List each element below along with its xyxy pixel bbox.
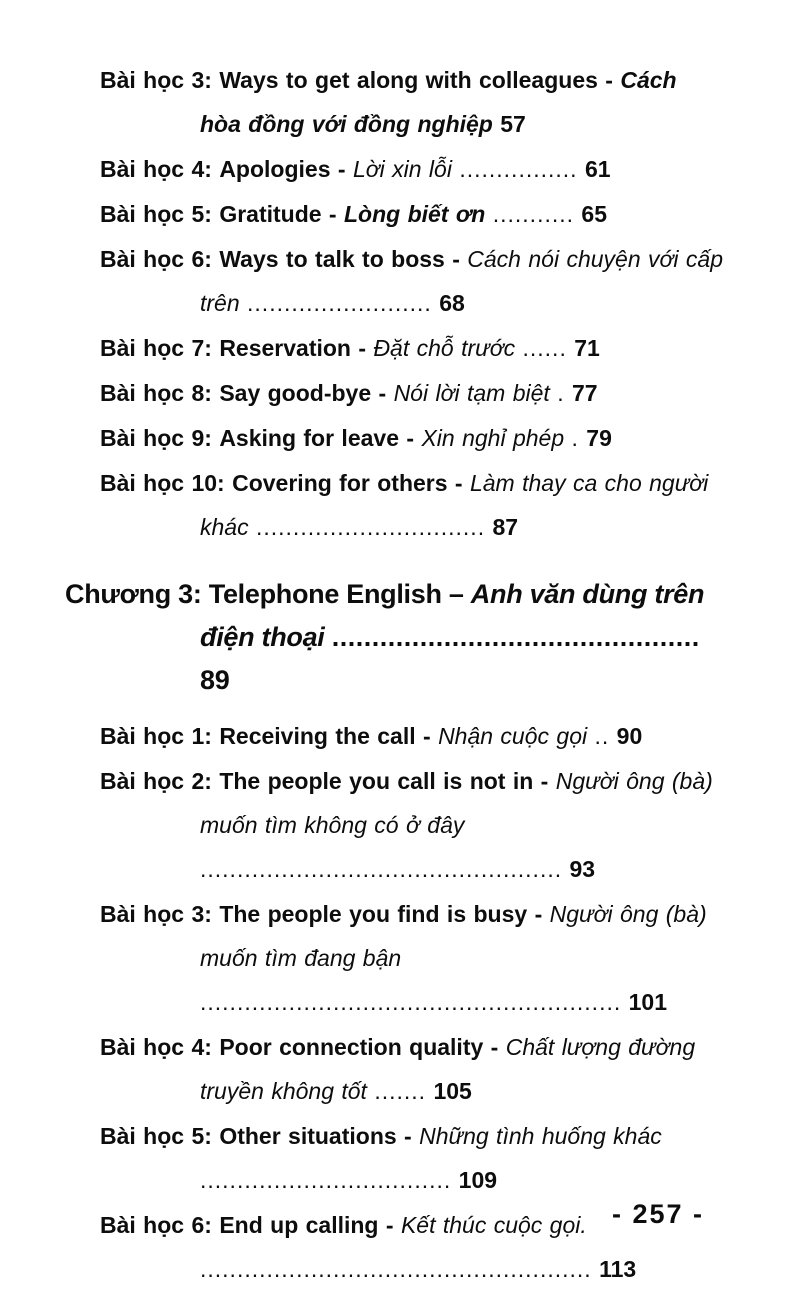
lesson-page-number: 87 bbox=[492, 514, 519, 540]
lesson-page-number: 101 bbox=[628, 989, 668, 1015]
lesson-title-english: End up calling - bbox=[219, 1212, 394, 1238]
lesson-title-vietnamese: Chất lượng đường truyền không tốt bbox=[200, 1034, 696, 1104]
lesson-title-english: Asking for leave - bbox=[219, 425, 415, 451]
dot-leader: . bbox=[557, 380, 565, 406]
lesson-page-number: 77 bbox=[571, 380, 598, 406]
lesson-title-vietnamese: Kết thúc cuộc gọi. bbox=[400, 1212, 587, 1238]
lesson-page-number: 113 bbox=[599, 1256, 637, 1282]
toc-entry bbox=[100, 58, 724, 146]
dot-leader: ........... bbox=[492, 201, 575, 227]
lesson-label: Bài học 3: bbox=[100, 67, 212, 93]
lesson-label: Bài học 6: bbox=[100, 246, 212, 272]
lesson-title-vietnamese: Xin nghỉ phép bbox=[421, 425, 565, 451]
lesson-title-english: Receiving the call - bbox=[219, 723, 431, 749]
table-of-contents bbox=[65, 58, 724, 1291]
dot-leader: .. bbox=[594, 723, 610, 749]
dot-leader: ............................... bbox=[255, 514, 486, 540]
lesson-label: Bài học 1: bbox=[100, 723, 212, 749]
dot-leader: ......................................................... bbox=[200, 989, 622, 1015]
toc-entry bbox=[100, 326, 724, 370]
lesson-label: Bài học 5: bbox=[100, 201, 212, 227]
lesson-title-vietnamese: Cách hòa đồng với đồng nghiệp bbox=[200, 67, 677, 137]
lesson-title-english: Ways to talk to boss - bbox=[219, 246, 460, 272]
chapter-label: Chương 3: bbox=[65, 579, 202, 609]
lesson-title-vietnamese: Làm thay ca cho người khác bbox=[200, 470, 709, 540]
lesson-page-number: 79 bbox=[586, 425, 612, 451]
lesson-label: Bài học 5: bbox=[100, 1123, 212, 1149]
lesson-title-english: Reservation - bbox=[219, 335, 367, 361]
dot-leader: ..................................................... bbox=[200, 1256, 592, 1282]
lesson-title-english: The people you find is busy - bbox=[219, 901, 543, 927]
lesson-label: Bài học 8: bbox=[100, 380, 212, 406]
lesson-page-number: 65 bbox=[581, 201, 608, 227]
toc-entry bbox=[100, 416, 724, 460]
lesson-title-english: Covering for others - bbox=[232, 470, 463, 496]
lesson-page-number: 71 bbox=[574, 335, 600, 361]
lesson-title-vietnamese: Nhận cuộc gọi bbox=[438, 723, 588, 749]
dot-leader: ...... bbox=[522, 335, 567, 361]
lesson-label: Bài học 4: bbox=[100, 156, 212, 182]
toc-entry bbox=[100, 461, 724, 549]
lesson-label: Bài học 3: bbox=[100, 901, 212, 927]
lesson-page-number: 109 bbox=[458, 1167, 498, 1193]
toc-entry bbox=[100, 192, 724, 236]
chapter-title-english: Telephone English – bbox=[208, 579, 464, 609]
lesson-title-vietnamese: Người ông (bà) muốn tìm đang bận bbox=[200, 901, 707, 971]
lesson-title-vietnamese: Cách nói chuyện với cấp trên bbox=[200, 246, 723, 316]
lesson-title-english: Poor connection quality - bbox=[219, 1034, 499, 1060]
lesson-label: Bài học 10: bbox=[100, 470, 225, 496]
chapter-heading bbox=[65, 573, 724, 702]
dot-leader: . bbox=[571, 425, 579, 451]
toc-entry bbox=[100, 1114, 724, 1202]
lesson-title-english: Apologies - bbox=[219, 156, 346, 182]
toc-entry bbox=[100, 371, 724, 415]
dot-leader: ....... bbox=[374, 1078, 427, 1104]
dot-leader: .............................................. bbox=[331, 622, 700, 652]
lesson-title-vietnamese: Lời xin lỗi bbox=[352, 156, 452, 182]
lesson-title-vietnamese: Người ông (bà) muốn tìm không có ở đây bbox=[200, 768, 713, 838]
lesson-page-number: 61 bbox=[584, 156, 611, 182]
toc-entry bbox=[100, 714, 724, 758]
toc-entry bbox=[100, 759, 724, 891]
lesson-label: Bài học 4: bbox=[100, 1034, 212, 1060]
lesson-title-english: Other situations - bbox=[219, 1123, 412, 1149]
lesson-page-number: 90 bbox=[616, 723, 643, 749]
lesson-title-english: Ways to get along with colleagues - bbox=[219, 67, 613, 93]
lesson-page-number: 57 bbox=[500, 111, 526, 137]
lesson-label: Bài học 7: bbox=[100, 335, 212, 361]
lesson-title-vietnamese: Nói lời tạm biệt bbox=[393, 380, 550, 406]
lesson-page-number: 93 bbox=[569, 856, 596, 882]
dot-leader: ................................................. bbox=[200, 856, 563, 882]
dot-leader: ......................... bbox=[247, 290, 432, 316]
toc-entry bbox=[100, 147, 724, 191]
lesson-title-english: Say good-bye - bbox=[219, 380, 387, 406]
lesson-label: Bài học 6: bbox=[100, 1212, 212, 1238]
lesson-title-vietnamese: Đặt chỗ trước bbox=[373, 335, 516, 361]
lesson-page-number: 68 bbox=[439, 290, 465, 316]
lesson-title-vietnamese: Lòng biết ơn bbox=[343, 201, 486, 227]
dot-leader: ................ bbox=[459, 156, 578, 182]
dot-leader: .................................. bbox=[200, 1167, 452, 1193]
chapter-page-number: 89 bbox=[200, 665, 230, 695]
toc-entry bbox=[100, 1025, 724, 1113]
lesson-label: Bài học 2: bbox=[100, 768, 212, 794]
lesson-title-english: Gratitude - bbox=[219, 201, 337, 227]
chapter-title-vietnamese: Anh văn dùng trên điện thoại bbox=[200, 579, 705, 652]
lesson-title-english: The people you call is not in - bbox=[219, 768, 549, 794]
toc-entry bbox=[100, 892, 724, 1024]
lesson-label: Bài học 9: bbox=[100, 425, 212, 451]
page-number-footer: - 257 - bbox=[611, 1199, 704, 1229]
lesson-title-vietnamese: Những tình huống khác bbox=[419, 1123, 662, 1149]
lesson-page-number: 105 bbox=[433, 1078, 472, 1104]
toc-entry bbox=[100, 237, 724, 325]
